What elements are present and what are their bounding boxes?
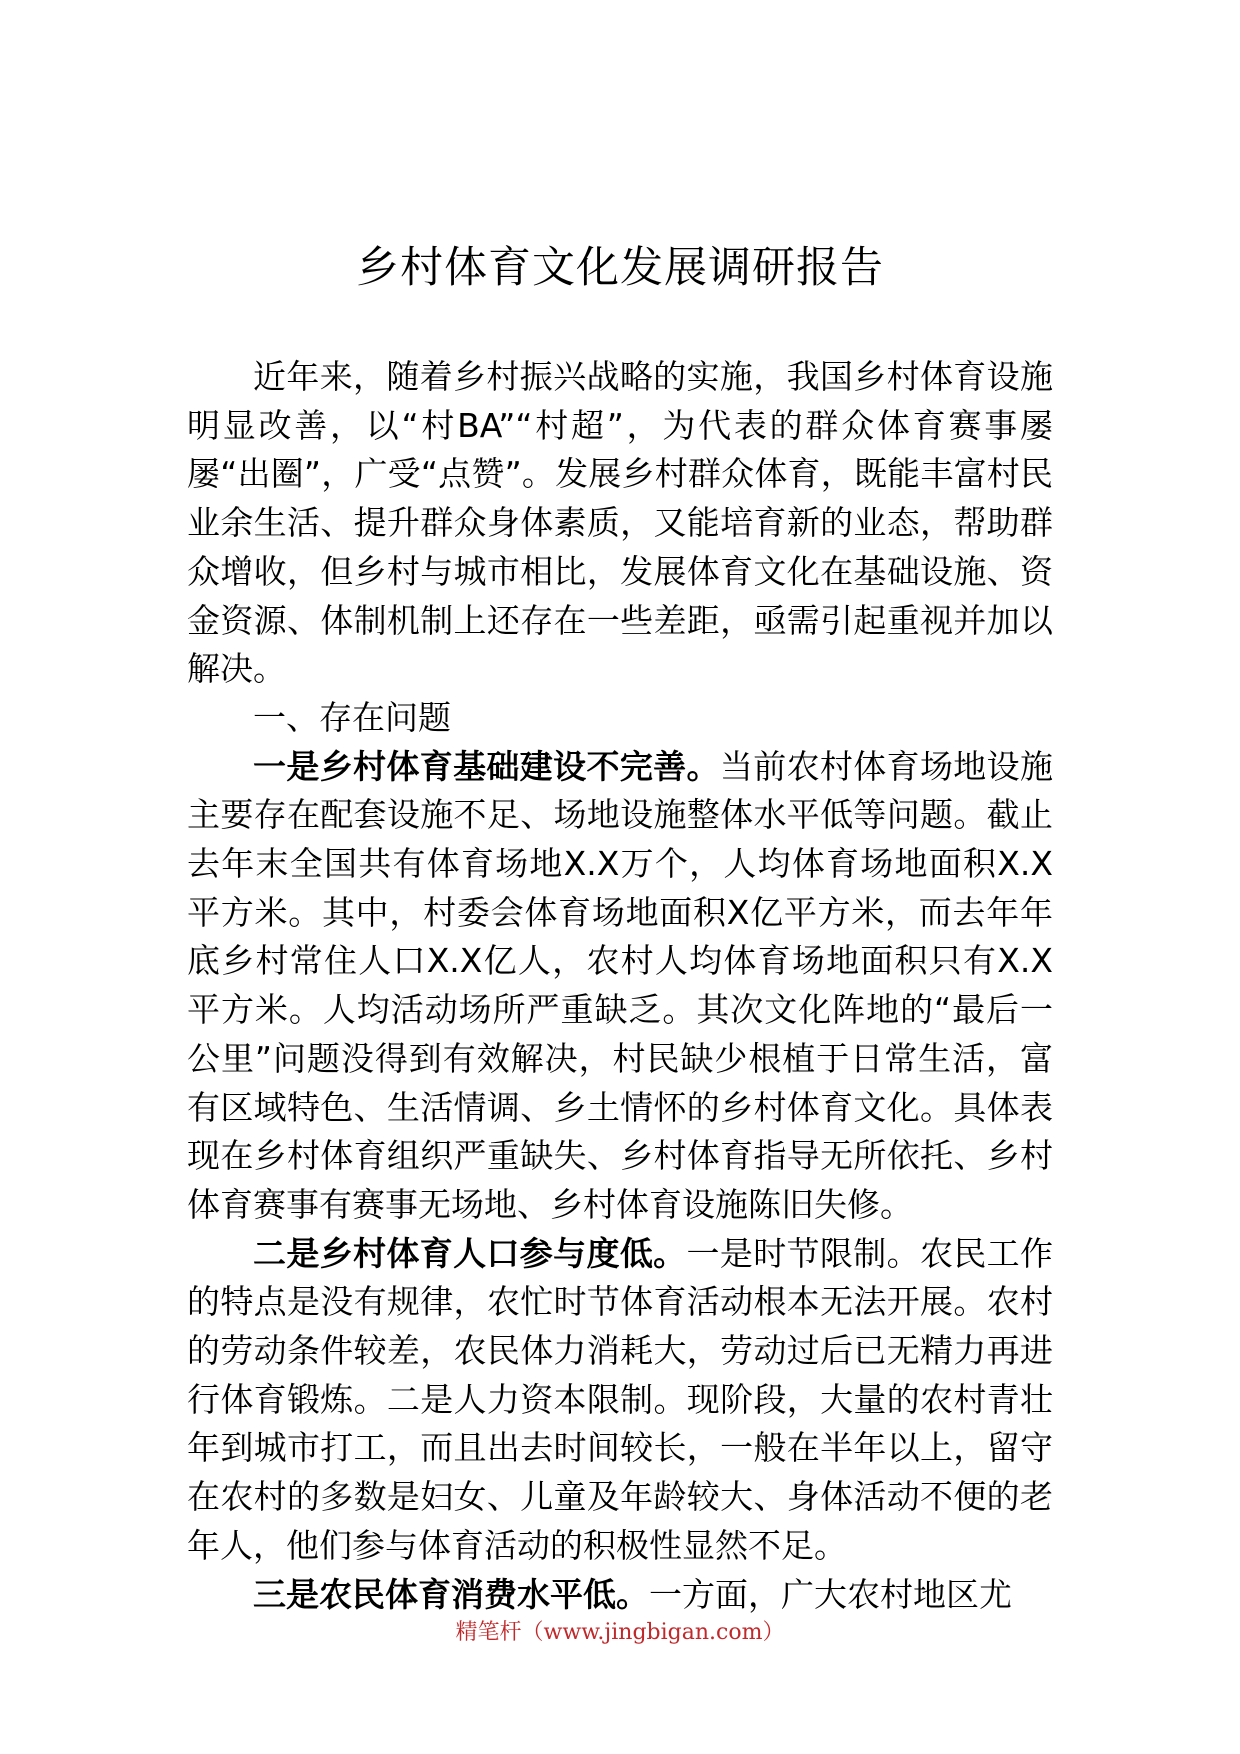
- point-paragraph-3: [187, 1571, 1053, 1620]
- point-heading-3: 三是农民体育消费水平低。: [253, 1574, 649, 1614]
- intro-paragraph: 近年来，随着乡村振兴战略的实施，我国乡村体育设施明显改善，以“村BA”“村超”，为代表的群众体育赛事屡屡“出圈”，广受“点赞”。发展乡村群众体育，既能丰富村民业余生活、提升群众身体素质，又能培育新的业态，帮助群众增收，但乡村与城市相比，发展体育文化在基础设施、资金资源、体制机制上还存在一些差距，亟需引起重视并加以解决。: [187, 357, 1053, 689]
- document-body: [187, 353, 1053, 1619]
- point-text-1: 当前农村体育场地设施主要存在配套设施不足、场地设施整体水平低等问题。截止去年末全国共有体育场地X.X万个，人均体育场地面积X.X平方米。其中，村委会体育场地面积X亿平方米，而去年年底乡村常住人口X.X亿人，农村人均体育场地面积只有X.X平方米。人均活动场所严重缺乏。其次文化阵地的“最后一公里”问题没得到有效解决，村民缺少根植于日常生活，富有区域特色、生活情调、乡土情怀的乡村体育文化。具体表现在乡村体育组织严重缺失、乡村体育指导无所依托、乡村体育赛事有赛事无场地、乡村体育设施陈旧失修。: [187, 746, 1054, 1224]
- document-title: 乡村体育文化发展调研报告: [356, 243, 884, 293]
- point-heading-1: 一是乡村体育基础建设不完善。: [253, 746, 720, 786]
- point-text-2: 一是时节限制。农民工作的特点是没有规律，农忙时节体育活动根本无法开展。农村的劳动条件较差，农民体力消耗大，劳动过后已无精力再进行体育锻炼。二是人力资本限制。现阶段，大量的农村青壮年到城市打工，而且出去时间较长，一般在半年以上，留守在农村的多数是妇女、儿童及年龄较大、身体活动不便的老年人，他们参与体育活动的积极性显然不足。: [187, 1233, 1054, 1565]
- point-paragraph-1: [187, 743, 1053, 1230]
- point-text-3: 一方面，广大农村地区尤: [649, 1574, 1012, 1614]
- section-heading: 一、存在问题: [253, 697, 451, 737]
- point-paragraph-2: [187, 1230, 1053, 1571]
- footer-watermark: 精笔杆（www.jingbigan.com）: [455, 1620, 785, 1645]
- point-heading-2: 二是乡村体育人口参与度低。: [253, 1233, 687, 1273]
